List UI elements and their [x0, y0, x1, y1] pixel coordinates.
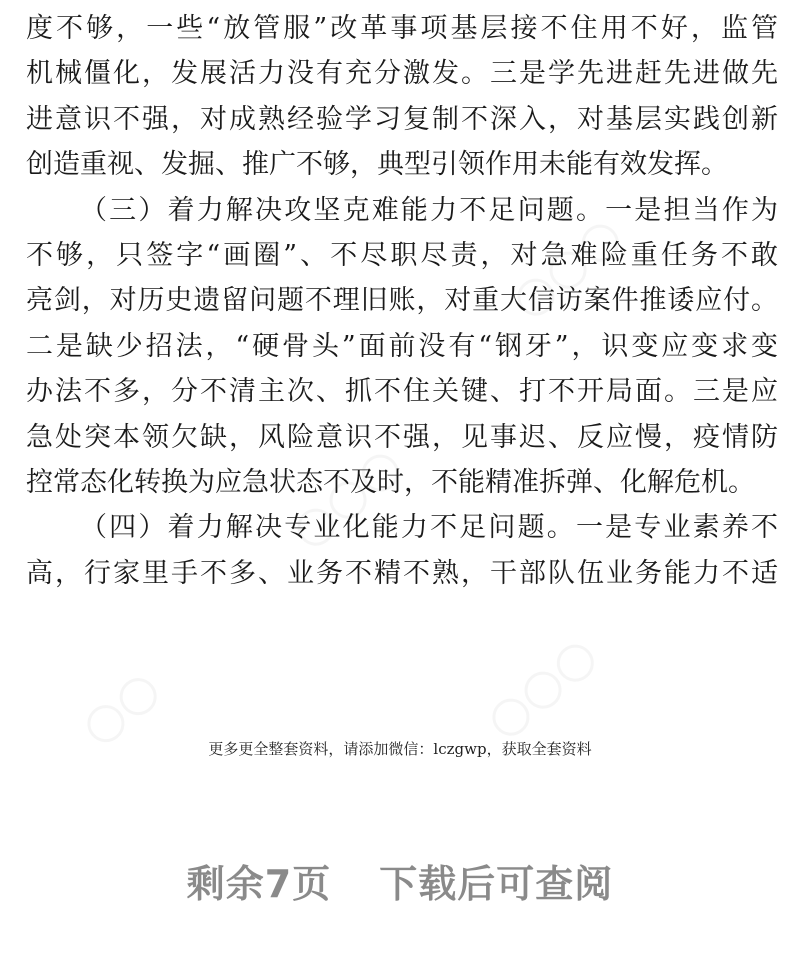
watermark-icon: 〇〇〇: [482, 633, 609, 750]
document-body: [26, 6, 778, 596]
remaining-pages-label: 剩余7页: [186, 862, 332, 906]
text-line: 进意识不强，对成熟经验学习复制不深入，对基层实践创新: [26, 103, 778, 135]
watermark-icon: 〇〇〇: [287, 443, 414, 560]
text-line: 亮剑，对历史遗留问题不理旧账，对重大信访案件推诿应付。: [26, 285, 778, 317]
text-line: 高，行家里手不多、业务不精不熟，干部队伍业务能力不适: [26, 557, 778, 589]
text-line: （三）着力解决攻坚克难能力不足问题。一是担当作为: [80, 194, 778, 226]
text-line: 急处突本领欠缺，风险意识不强，见事迟、反应慢，疫情防: [26, 421, 778, 453]
watermark-icon: 〇〇: [77, 666, 172, 756]
remaining-pages-banner[interactable]: [0, 853, 800, 908]
text-line: 度不够，一些“放管服”改革事项基层接不住用不好，监管: [26, 13, 778, 44]
text-line: 控常态化转换为应急状态不及时，不能精准拆弹、化解危机。: [26, 466, 755, 498]
text-line: 机械僵化，发展活力没有充分激发。三是学先进赶先进做先: [26, 58, 778, 90]
text-line: 创造重视、发掘、推广不够，典型引领作用未能有效发挥。: [26, 149, 728, 181]
text-line: （四）着力解决专业化能力不足问题。一是专业素养不: [80, 512, 778, 544]
text-line: 办法不多，分不清主次、抓不住关键、打不开局面。三是应: [26, 376, 778, 408]
download-hint-label: 下载后可查阅: [379, 862, 614, 906]
text-line: 不够，只签字“画圈”、不尽职尽责，对急难险重任务不敢: [26, 239, 778, 271]
footer-note: 更多更全整套资料，请添加微信：lczgwp，获取全套资料: [208, 740, 592, 758]
text-line: 二是缺少招法，“硬骨头”面前没有“钢牙”，识变应变求变: [26, 330, 778, 362]
watermark-icon: 〇〇〇: [507, 213, 634, 330]
